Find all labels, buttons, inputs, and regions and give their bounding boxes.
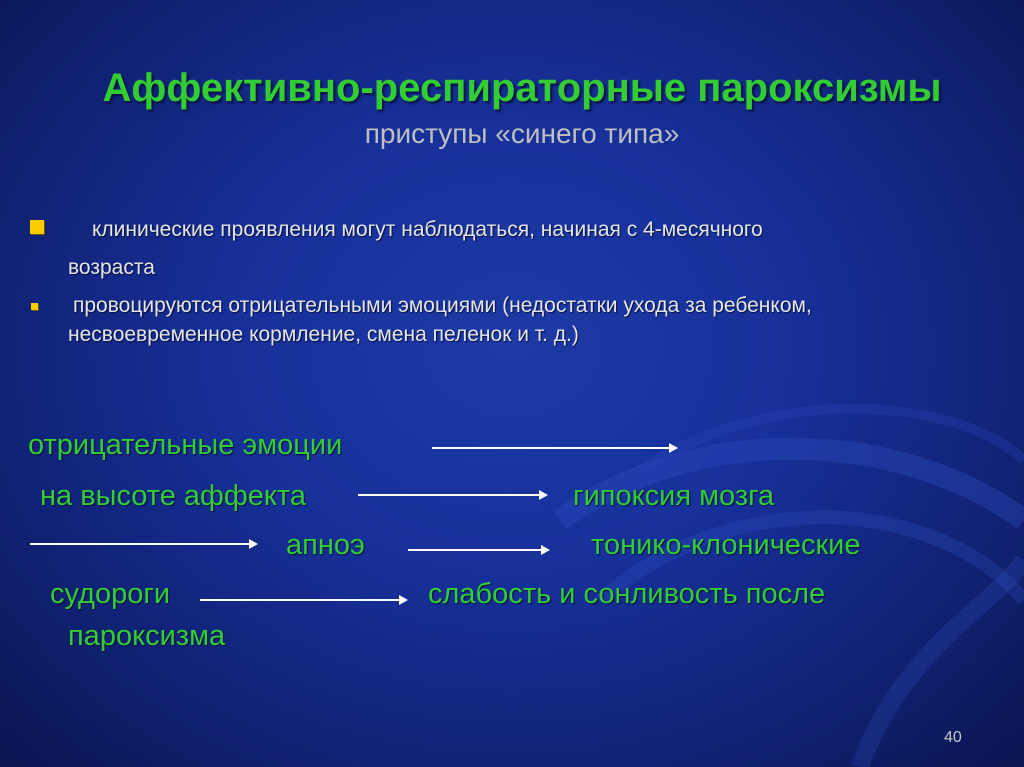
bullet-1-line-2: возраста xyxy=(68,256,155,279)
slide-subtitle: приступы «синего типа» xyxy=(364,118,680,149)
right-arrow-icon xyxy=(432,447,672,449)
slide-title: Аффективно-респираторные пароксизмы xyxy=(102,66,942,110)
flow-negative-emotions: отрицательные эмоции xyxy=(28,429,343,461)
right-arrow-icon xyxy=(30,543,252,545)
bullet-square-icon xyxy=(31,303,38,310)
bullet-square-icon xyxy=(30,220,44,234)
flow-seizures: судороги xyxy=(50,578,171,610)
flow-weakness-drowsiness: слабость и сонливость после xyxy=(428,578,826,610)
right-arrow-icon xyxy=(358,494,542,496)
flow-tonic-clonic: тонико-клонические xyxy=(591,529,861,561)
flow-brain-hypoxia: гипоксия мозга xyxy=(573,480,775,512)
right-arrow-icon xyxy=(200,599,402,601)
bullet-2-line-2: несвоевременное кормление, смена пеленок и т. д.) xyxy=(68,323,579,346)
flow-paroxysm: пароксизма xyxy=(68,620,226,652)
flow-affect-peak: на высоте аффекта xyxy=(40,480,306,512)
bullet-1-line-1: клинические проявления могут наблюдаться, начиная с 4-месячного xyxy=(92,218,763,241)
flow-apnea: апноэ xyxy=(286,529,365,561)
right-arrow-icon xyxy=(408,549,544,551)
page-number: 40 xyxy=(944,729,962,746)
bullet-2-line-1: провоцируются отрицательными эмоциями (недостатки ухода за ребенком, xyxy=(73,294,812,317)
